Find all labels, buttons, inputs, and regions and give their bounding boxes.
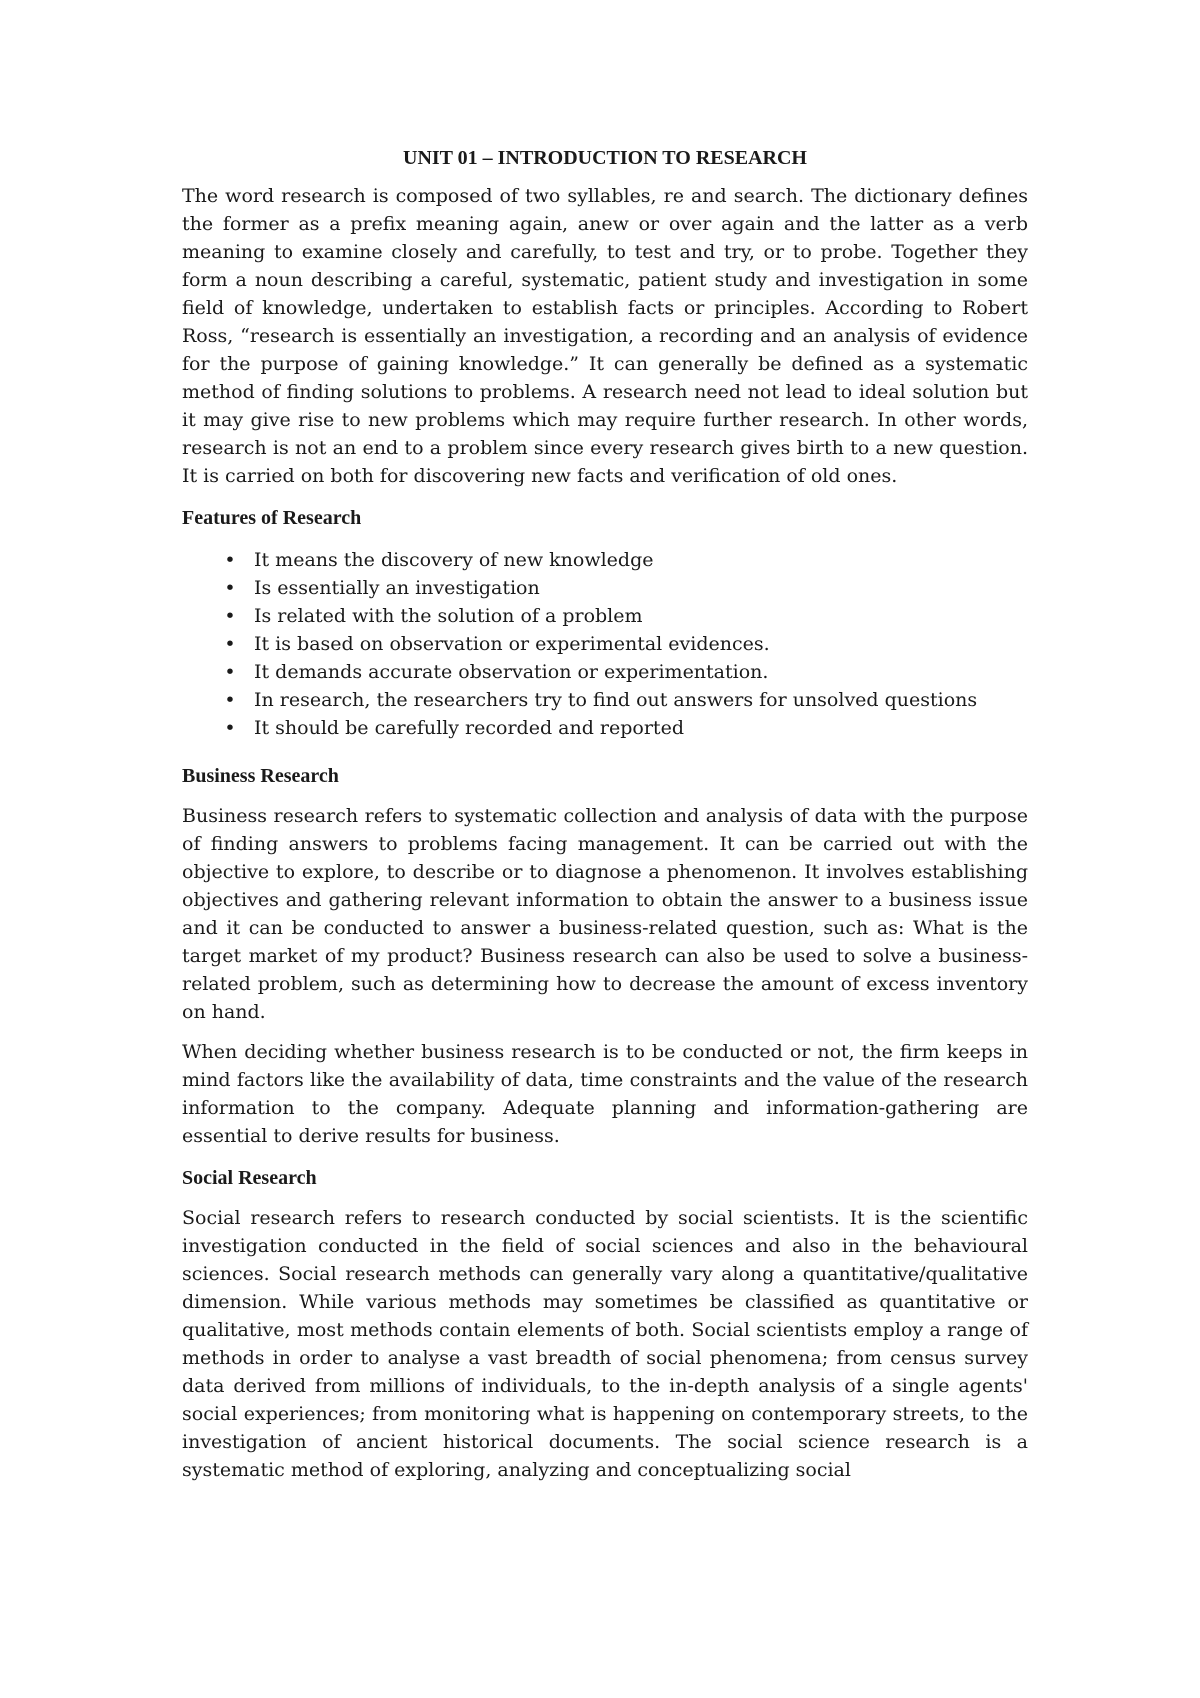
list-item-text: It demands accurate observation or experimentation. [254,661,769,683]
list-item [224,602,1028,630]
social-research-heading: Social Research [182,1167,317,1189]
list-item-text: It means the discovery of new knowledge [254,549,654,571]
features-heading: Features of Research [182,507,362,529]
bullet-icon: • [224,549,236,571]
list-item [224,658,1028,686]
list-item [224,714,1028,742]
intro-paragraph: The word research is composed of two syllables, re and search. The dictionary defines the former as a prefix meaning again, anew or over again and the latter as a verb meaning to examine closely and carefully, to test and try, or to probe. Together they form a noun describing a careful, systematic, patient study and investigation in some field of knowledge, undertaken to establish facts or principles. According to Robert Ross, “research is essentially an investigation, a recording and an analysis of evidence for the purpose of gaining knowledge.” It can generally be defined as a systematic method of finding solutions to problems. A research need not lead to ideal solution but it may give rise to new problems which may require further research. In other words, research is not an end to a problem since every research gives birth to a new question. It is carried on both for discovering new facts and verification of old ones. [182,185,1028,487]
list-item [224,686,1028,714]
list-item-text: It should be carefully recorded and reported [254,717,684,739]
bullet-icon: • [224,689,236,711]
business-research-heading: Business Research [182,765,339,787]
list-item-text: In research, the researchers try to find out answers for unsolved questions [254,689,978,711]
list-item-text: It is based on observation or experimental evidences. [254,633,770,655]
bullet-icon: • [224,577,236,599]
bullet-icon: • [224,717,236,739]
list-item [224,546,1028,574]
list-item-text: Is related with the solution of a problem [254,605,643,627]
bullet-icon: • [224,661,236,683]
list-item-text: Is essentially an investigation [254,577,540,599]
list-item [224,574,1028,602]
features-list [182,546,1028,742]
business-paragraph-2: When deciding whether business research is to be conducted or not, the firm keeps in mind factors like the availability of data, time constraints and the value of the research information to the company. Adequate planning and information-gathering are essential to derive results for business. [182,1041,1028,1147]
bullet-icon: • [224,605,236,627]
bullet-icon: • [224,633,236,655]
social-paragraph-1: Social research refers to research conducted by social scientists. It is the scientific investigation conducted in the field of social sciences and also in the behavioural sciences. Social research methods can generally vary along a quantitative/qualitative dimension. While various methods may sometimes be classified as quantitative or qualitative, most methods contain elements of both. Social scientists employ a range of methods in order to analyse a vast breadth of social phenomena; from census survey data derived from millions of individuals, to the in-depth analysis of a single agents' social experiences; from monitoring what is happening on contemporary streets, to the investigation of ancient historical documents. The social science research is a systematic method of exploring, analyzing and conceptualizing social [182,1207,1028,1481]
document-title: UNIT 01 – INTRODUCTION TO RESEARCH [403,147,807,169]
document-body [182,144,1028,1496]
business-paragraph-1: Business research refers to systematic collection and analysis of data with the purpose of finding answers to problems facing management. It can be carried out with the objective to explore, to describe or to diagnose a phenomenon. It involves establishing objectives and gathering relevant information to obtain the answer to a business issue and it can be conducted to answer a business-related question, such as: What is the target market of my product? Business research can also be used to solve a business-related problem, such as determining how to decrease the amount of excess inventory on hand. [182,805,1028,1023]
list-item [224,630,1028,658]
